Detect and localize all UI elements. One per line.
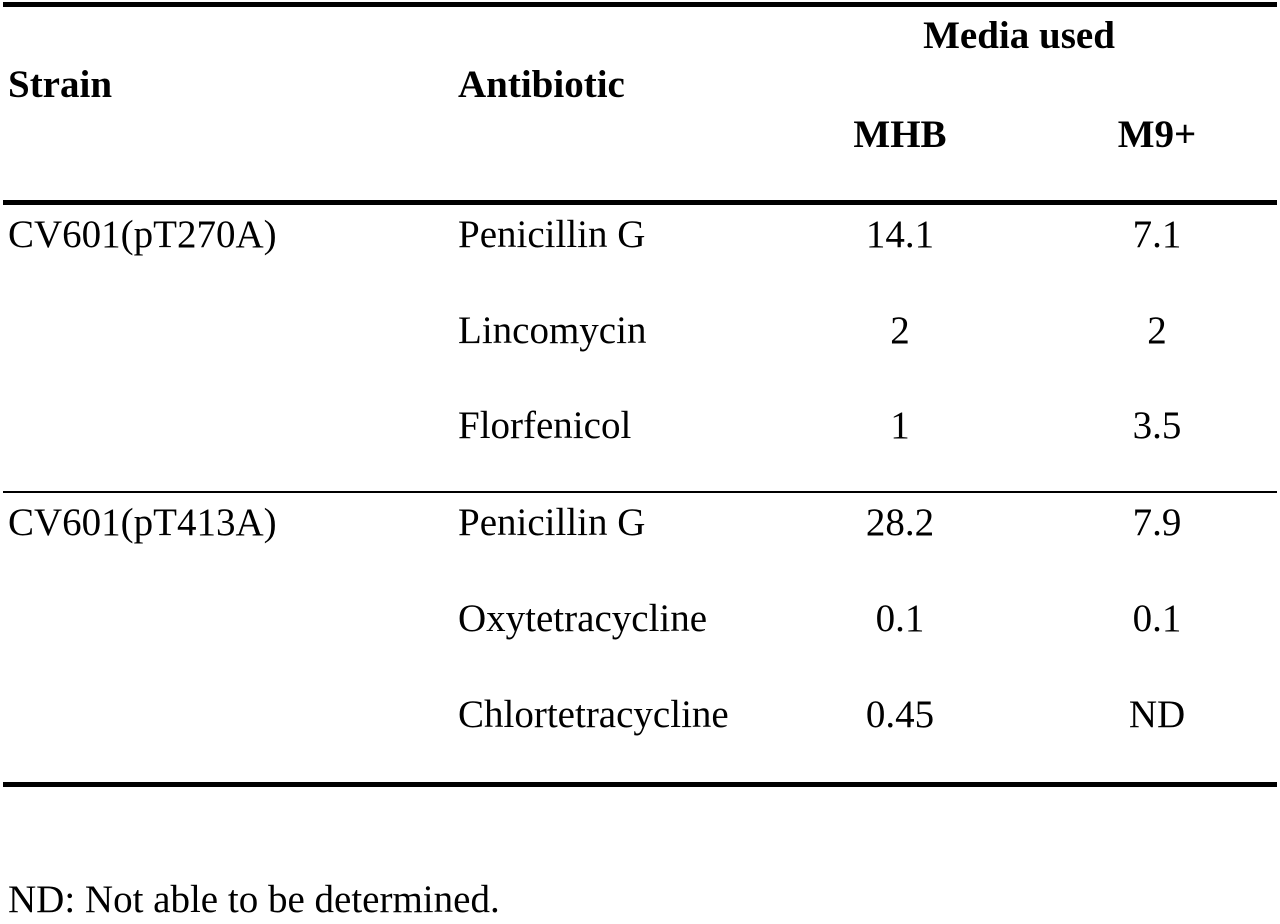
column-header-m9-plus: M9+ — [1117, 113, 1197, 156]
m9-value-cell: 7.9 — [1132, 501, 1182, 544]
strain-cell: CV601(pT270A) — [8, 213, 277, 256]
mhb-value-cell: 2 — [890, 309, 910, 352]
m9-value-cell: 7.1 — [1132, 213, 1182, 256]
group-divider-rule — [3, 491, 1277, 493]
antibiotic-cell: Florfenicol — [458, 404, 632, 447]
antibiotic-cell: Chlortetracycline — [458, 693, 729, 736]
antibiotic-cell: Penicillin G — [458, 213, 646, 256]
column-header-antibiotic: Antibiotic — [458, 63, 625, 106]
m9-value-cell: 3.5 — [1132, 404, 1182, 447]
antibiotic-cell: Penicillin G — [458, 501, 646, 544]
mhb-value-cell: 1 — [890, 404, 910, 447]
header-rule — [3, 200, 1277, 205]
table-footnote: ND: Not able to be determined. — [8, 878, 500, 921]
column-header-mhb: MHB — [853, 113, 947, 156]
bottom-rule — [3, 782, 1277, 787]
m9-value-cell: 2 — [1147, 309, 1167, 352]
mhb-value-cell: 0.1 — [875, 597, 925, 640]
top-rule — [3, 2, 1277, 7]
strain-cell: CV601(pT413A) — [8, 501, 277, 544]
mhb-value-cell: 28.2 — [865, 501, 935, 544]
antibiotic-cell: Lincomycin — [458, 309, 647, 352]
mhb-value-cell: 14.1 — [865, 213, 935, 256]
m9-value-cell: 0.1 — [1132, 597, 1182, 640]
column-group-header-media-used: Media used — [923, 14, 1115, 57]
antibiotic-cell: Oxytetracycline — [458, 597, 708, 640]
column-header-strain: Strain — [8, 63, 113, 106]
m9-value-cell: ND — [1128, 693, 1186, 736]
mhb-value-cell: 0.45 — [865, 693, 935, 736]
